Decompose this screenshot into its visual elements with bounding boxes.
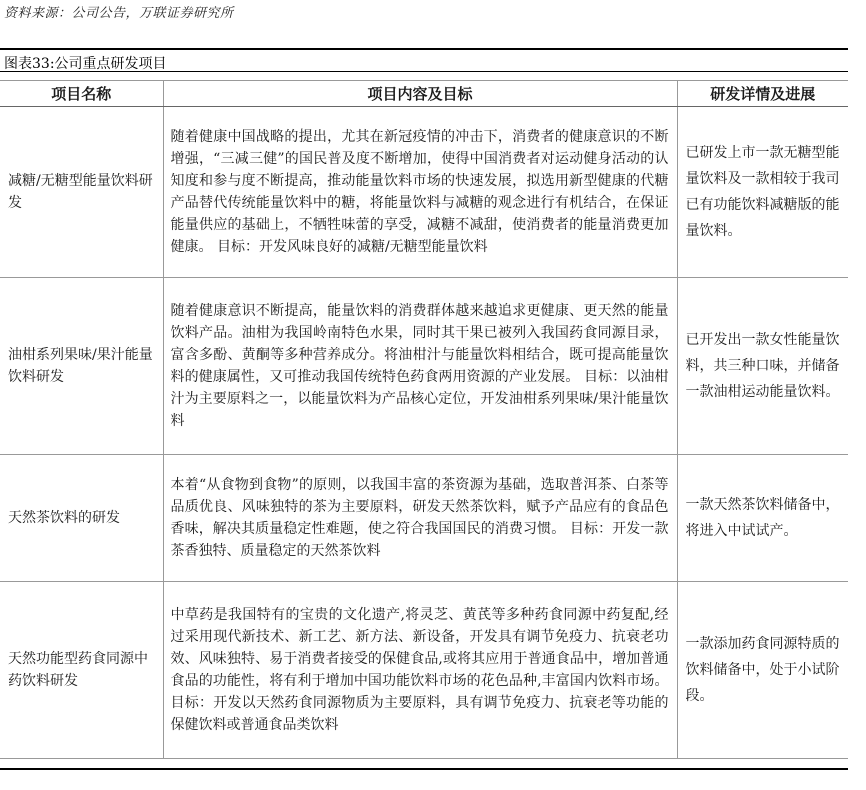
table-row [0, 582, 848, 759]
project-content-cell: 随着健康中国战略的提出，尤其在新冠疫情的冲击下，消费者的健康意识的不断增强，“三减三健”的国民普及度不断增加，使得中国消费者对运动健身活动的认知度和参与度不断提高，推动能量饮料市场的快速发展，拟选用新型健康的代糖产品替代传统能量饮料中的糖，将能量饮料与减糖的观念进行有机结合，在保证能量供应的基础上，不牺牲味蕾的享受，减糖不减甜，使消费者的能量消费更加健康。 目标：开发风味良好的减糖/无糖型能量饮料 [163, 107, 677, 278]
table-row [0, 278, 848, 455]
header-progress: 研发详情及进展 [677, 81, 848, 107]
project-name-cell: 天然茶饮料的研发 [0, 455, 163, 582]
table-row [0, 455, 848, 582]
project-name-cell: 减糖/无糖型能量饮料研发 [0, 107, 163, 278]
project-progress-cell: 已开发出一款女性能量饮料，共三种口味，并储备一款油柑运动能量饮料。 [677, 278, 848, 455]
project-progress-cell: 已研发上市一款无糖型能量饮料及一款相较于我司已有功能饮料减糖版的能量饮料。 [677, 107, 848, 278]
source-note: 资料来源：公司公告，万联证券研究所 [4, 6, 234, 21]
header-project-content: 项目内容及目标 [163, 81, 677, 107]
header-project-name: 项目名称 [0, 81, 163, 107]
table-header-row [0, 81, 848, 107]
project-name-cell: 油柑系列果味/果汁能量饮料研发 [0, 278, 163, 455]
figure-title-bar [0, 48, 848, 72]
project-progress-cell: 一款添加药食同源特质的饮料储备中，处于小试阶段。 [677, 582, 848, 759]
table-row [0, 107, 848, 278]
project-content-cell: 中草药是我国特有的宝贵的文化遗产,将灵芝、黄芪等多种药食同源中药复配,经过采用现代新技术、新工艺、新方法、新设备，开发具有调节免疫力、抗衰老功效、风味独特、易于消费者接受的保健食品,或将其应用于普通食品中，增加普通食品的功能性，将有利于增加中国功能饮料市场的花色品种,丰富国内饮料市场。 目标：开发以天然药食同源物质为主要原料，具有调节免疫力、抗衰老等功能的保健饮料或普通食品类饮料 [163, 582, 677, 759]
project-content-cell: 随着健康意识不断提高，能量饮料的消费群体越来越追求更健康、更天然的能量饮料产品。油柑为我国岭南特色水果，同时其干果已被列入我国药食同源目录，富含多酚、黄酮等多种营养成分。将油柑汁与能量饮料相结合，既可提高能量饮料的健康属性，又可推动我国传统特色药食两用资源的产业发展。 目标：以油柑汁为主要原料之一，以能量饮料为产品核心定位，开发油柑系列果味/果汁能量饮料 [163, 278, 677, 455]
project-progress-cell: 一款天然茶饮料储备中，将进入中试试产。 [677, 455, 848, 582]
project-name-cell: 天然功能型药食同源中药饮料研发 [0, 582, 163, 759]
rd-projects-table [0, 80, 848, 759]
bottom-rule [0, 768, 848, 770]
project-content-cell: 本着“从食物到食物”的原则，以我国丰富的茶资源为基础，选取普洱茶、白茶等品质优良、风味独特的茶为主要原料，研发天然茶饮料，赋予产品应有的食品色香味，解决其质量稳定性难题，使之符合我国国民的消费习惯。 目标：开发一款茶香独特、质量稳定的天然茶饮料 [163, 455, 677, 582]
figure-title: 图表33:公司重点研发项目 [4, 56, 167, 72]
